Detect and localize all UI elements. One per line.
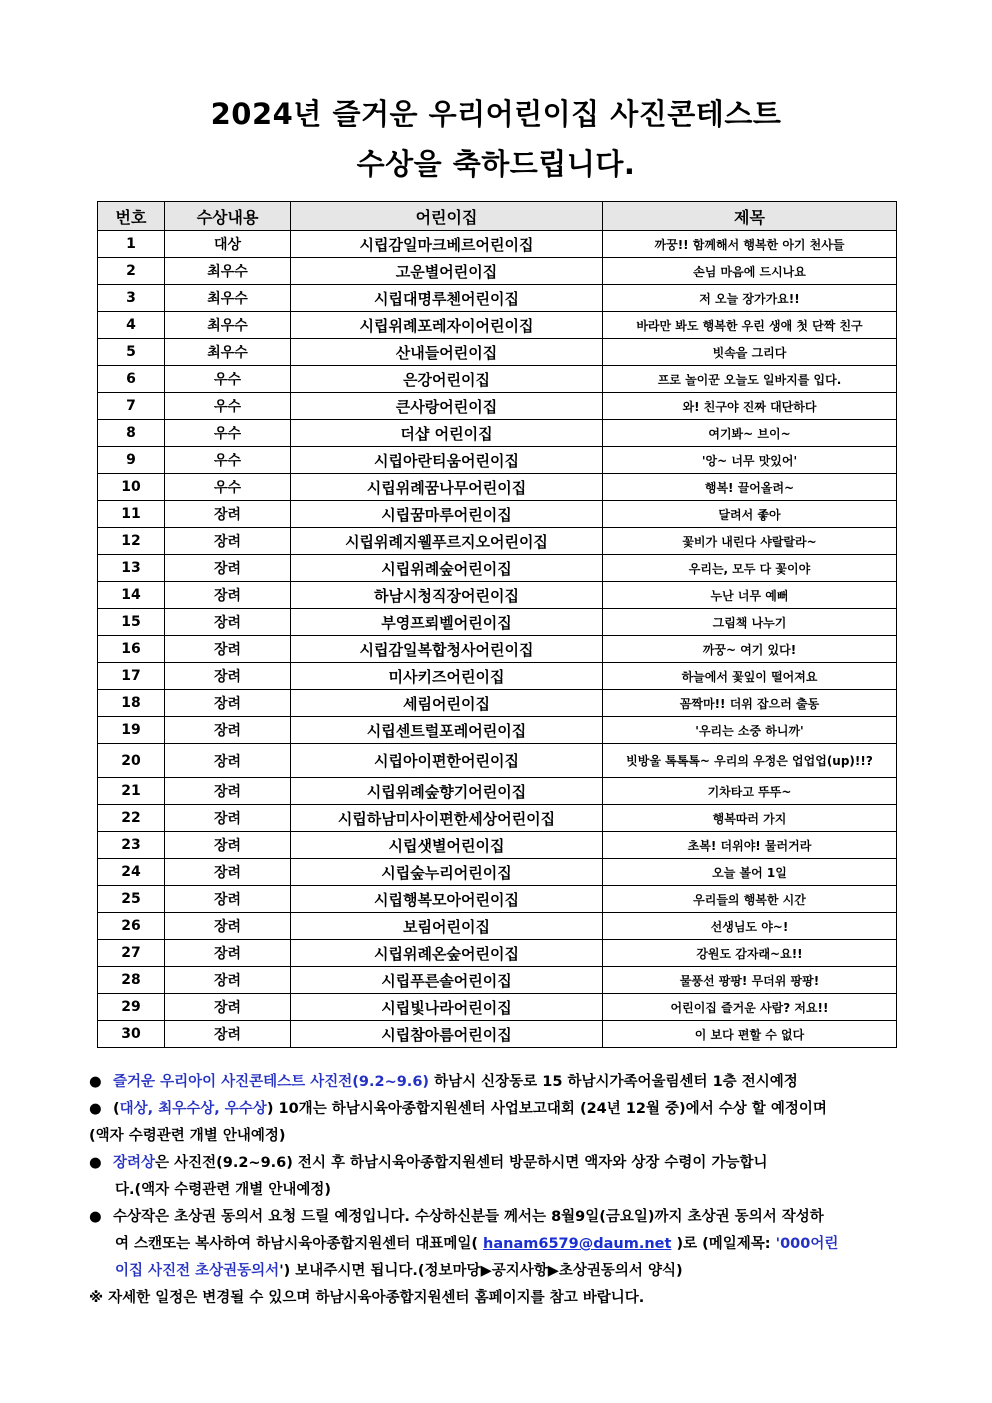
row-center: 시립아이편한어린이집 bbox=[291, 744, 603, 778]
header-prize: 수상내용 bbox=[165, 202, 291, 231]
note-text: ) 10개는 하남시육아종합지원센터 사업보고대회 (24년 12월 중)에서 수상 할 예정이며 bbox=[266, 1101, 827, 1117]
row-center: 부영프뢰벨어린이집 bbox=[291, 609, 603, 636]
bullet-icon: ● bbox=[89, 1155, 102, 1171]
row-work: 강원도 감자래~요!! bbox=[603, 940, 897, 967]
table-row bbox=[98, 744, 897, 778]
row-center: 시립행복모아어린이집 bbox=[291, 886, 603, 913]
row-prize: 장려 bbox=[165, 859, 291, 886]
row-center: 시립아란티움어린이집 bbox=[291, 447, 603, 474]
bullet-icon: ● bbox=[89, 1074, 102, 1090]
table-row bbox=[98, 778, 897, 805]
page-subtitle: 수상을 축하드립니다. bbox=[356, 147, 636, 181]
row-center: 시립참아름어린이집 bbox=[291, 1021, 603, 1048]
row-prize: 장려 bbox=[165, 967, 291, 994]
table-row bbox=[98, 501, 897, 528]
row-prize: 장려 bbox=[165, 663, 291, 690]
note-highlight: '000어린 bbox=[775, 1236, 839, 1252]
row-center: 시립감일마크베르어린이집 bbox=[291, 231, 603, 258]
header-no: 번호 bbox=[98, 202, 165, 231]
table-row bbox=[98, 832, 897, 859]
row-center: 고운별어린이집 bbox=[291, 258, 603, 285]
table-row bbox=[98, 717, 897, 744]
table-row bbox=[98, 805, 897, 832]
row-work: 오늘 볼어 1일 bbox=[603, 859, 897, 886]
note-highlight: 장려상 bbox=[113, 1155, 156, 1171]
row-prize: 최우수 bbox=[165, 258, 291, 285]
row-prize: 장려 bbox=[165, 778, 291, 805]
header-center: 어린이집 bbox=[291, 202, 603, 231]
row-work: 행복! 끌어올려~ bbox=[603, 474, 897, 501]
row-center: 시립하남미사이편한세상어린이집 bbox=[291, 805, 603, 832]
table-header-row bbox=[98, 202, 897, 231]
row-number: 5 bbox=[98, 339, 165, 366]
note-text: 수상작은 초상권 동의서 요청 드릴 예정입니다. 수상하신분들 께서는 8월9일(금요일)까지 초상권 동의서 작성하 bbox=[113, 1209, 824, 1225]
row-prize: 장려 bbox=[165, 501, 291, 528]
row-prize: 장려 bbox=[165, 609, 291, 636]
table-row bbox=[98, 285, 897, 312]
row-work: 기차타고 뚜뚜~ bbox=[603, 778, 897, 805]
note-text: ') 보내주시면 됩니다.(정보마당▶공지사항▶초상권동의서 양식) bbox=[279, 1263, 683, 1279]
row-work: 까꿍~ 여기 있다! bbox=[603, 636, 897, 663]
row-work: 그림책 나누기 bbox=[603, 609, 897, 636]
row-center: 시립빛나라어린이집 bbox=[291, 994, 603, 1021]
row-number: 13 bbox=[98, 555, 165, 582]
row-prize: 최우수 bbox=[165, 312, 291, 339]
notes-section bbox=[89, 1069, 899, 1312]
row-work: 초복! 더위야! 물러거라 bbox=[603, 832, 897, 859]
row-center: 보림어린이집 bbox=[291, 913, 603, 940]
table-row bbox=[98, 859, 897, 886]
table-row bbox=[98, 528, 897, 555]
row-center: 시립위례온숲어린이집 bbox=[291, 940, 603, 967]
row-prize: 장려 bbox=[165, 555, 291, 582]
row-number: 15 bbox=[98, 609, 165, 636]
row-work: 이 보다 편할 수 없다 bbox=[603, 1021, 897, 1048]
row-number: 21 bbox=[98, 778, 165, 805]
row-work: 달려서 좋아 bbox=[603, 501, 897, 528]
row-number: 29 bbox=[98, 994, 165, 1021]
row-number: 6 bbox=[98, 366, 165, 393]
table-row bbox=[98, 231, 897, 258]
note-highlight: 이집 사진전 초상권동의서 bbox=[115, 1263, 280, 1279]
row-number: 23 bbox=[98, 832, 165, 859]
page-title: 2024년 즐거운 우리어린이집 사진콘테스트 bbox=[210, 97, 782, 131]
row-number: 25 bbox=[98, 886, 165, 913]
row-work: 하늘에서 꽃잎이 떨어져요 bbox=[603, 663, 897, 690]
table-row bbox=[98, 366, 897, 393]
table-row bbox=[98, 994, 897, 1021]
row-prize: 장려 bbox=[165, 744, 291, 778]
row-number: 30 bbox=[98, 1021, 165, 1048]
row-work: 어린이집 즐거운 사람? 저요!! bbox=[603, 994, 897, 1021]
table-row bbox=[98, 913, 897, 940]
table-row bbox=[98, 886, 897, 913]
row-work: 물풍선 팡팡! 무더위 팡팡! bbox=[603, 967, 897, 994]
row-work: 우리는, 모두 다 꽃이야 bbox=[603, 555, 897, 582]
row-number: 20 bbox=[98, 744, 165, 778]
email-link[interactable]: hanam6579@daum.net bbox=[483, 1236, 672, 1252]
row-center: 하남시청직장어린이집 bbox=[291, 582, 603, 609]
row-prize: 장려 bbox=[165, 940, 291, 967]
row-prize: 장려 bbox=[165, 913, 291, 940]
row-prize: 우수 bbox=[165, 420, 291, 447]
row-number: 12 bbox=[98, 528, 165, 555]
row-center: 시립푸른솔어린이집 bbox=[291, 967, 603, 994]
row-work: 까꿍!! 함께해서 행복한 아기 천사들 bbox=[603, 231, 897, 258]
note-encouragement bbox=[89, 1150, 899, 1177]
row-number: 8 bbox=[98, 420, 165, 447]
row-center: 세림어린이집 bbox=[291, 690, 603, 717]
note-text: 하남시 신장동로 15 하남시가족어울림센터 1층 전시예정 bbox=[429, 1074, 798, 1090]
table-row bbox=[98, 339, 897, 366]
row-work: 우리들의 행복한 시간 bbox=[603, 886, 897, 913]
row-center: 시립위례숲향기어린이집 bbox=[291, 778, 603, 805]
row-center: 산내들어린이집 bbox=[291, 339, 603, 366]
row-center: 시립꿈마루어린이집 bbox=[291, 501, 603, 528]
row-work: 여기봐~ 브이~ bbox=[603, 420, 897, 447]
table-row bbox=[98, 582, 897, 609]
note-text: )로 (메일제목: bbox=[671, 1236, 776, 1252]
row-number: 18 bbox=[98, 690, 165, 717]
row-work: 선생님도 야~! bbox=[603, 913, 897, 940]
note-main-awards-line2: (액자 수령관련 개별 안내예정) bbox=[89, 1128, 286, 1144]
table-row bbox=[98, 474, 897, 501]
note-text: 은 사진전(9.2~9.6) 전시 후 하남시육아종합지원센터 방문하시면 액자와 상장 수령이 가능합니 bbox=[155, 1155, 768, 1171]
row-number: 11 bbox=[98, 501, 165, 528]
table-row bbox=[98, 940, 897, 967]
row-center: 더샵 어린이집 bbox=[291, 420, 603, 447]
row-work: 꽃비가 내린다 샤랄랄라~ bbox=[603, 528, 897, 555]
note-encouragement-line2: 다.(액자 수령관련 개별 안내예정) bbox=[115, 1182, 331, 1198]
row-prize: 대상 bbox=[165, 231, 291, 258]
row-number: 27 bbox=[98, 940, 165, 967]
note-consent bbox=[89, 1204, 899, 1231]
table-row bbox=[98, 258, 897, 285]
row-work: 바라만 봐도 행복한 우린 생애 첫 단짝 친구 bbox=[603, 312, 897, 339]
row-work: 누난 너무 예뻐 bbox=[603, 582, 897, 609]
table-row bbox=[98, 636, 897, 663]
row-center: 시립숲누리어린이집 bbox=[291, 859, 603, 886]
table-row bbox=[98, 609, 897, 636]
row-work: 행복따러 가지 bbox=[603, 805, 897, 832]
row-number: 4 bbox=[98, 312, 165, 339]
header-work: 제목 bbox=[603, 202, 897, 231]
row-number: 14 bbox=[98, 582, 165, 609]
table-row bbox=[98, 1021, 897, 1048]
row-prize: 장려 bbox=[165, 528, 291, 555]
row-prize: 장려 bbox=[165, 636, 291, 663]
row-work: 꼼짝마!! 더위 잡으러 출동 bbox=[603, 690, 897, 717]
table-row bbox=[98, 447, 897, 474]
row-prize: 장려 bbox=[165, 805, 291, 832]
row-work: 빗속을 그리다 bbox=[603, 339, 897, 366]
row-number: 26 bbox=[98, 913, 165, 940]
row-work: 프로 놀이꾼 오늘도 일바지를 입다. bbox=[603, 366, 897, 393]
row-prize: 장려 bbox=[165, 690, 291, 717]
row-prize: 우수 bbox=[165, 474, 291, 501]
row-number: 2 bbox=[98, 258, 165, 285]
row-number: 28 bbox=[98, 967, 165, 994]
row-prize: 최우수 bbox=[165, 339, 291, 366]
row-number: 3 bbox=[98, 285, 165, 312]
row-center: 시립센트럴포레어린이집 bbox=[291, 717, 603, 744]
row-center: 시립위례포레자이어린이집 bbox=[291, 312, 603, 339]
row-work: '앙~ 너무 맛있어' bbox=[603, 447, 897, 474]
table-row bbox=[98, 393, 897, 420]
table-row bbox=[98, 663, 897, 690]
row-prize: 우수 bbox=[165, 366, 291, 393]
row-work: 빗방울 톡톡톡~ 우리의 우정은 업업업(up)!!? bbox=[603, 744, 897, 778]
row-work: '우리는 소중 하니까' bbox=[603, 717, 897, 744]
table-row bbox=[98, 690, 897, 717]
row-work: 저 오늘 장가가요!! bbox=[603, 285, 897, 312]
row-center: 큰사랑어린이집 bbox=[291, 393, 603, 420]
row-center: 시립위례지웰푸르지오어린이집 bbox=[291, 528, 603, 555]
row-prize: 장려 bbox=[165, 1021, 291, 1048]
note-main-awards bbox=[89, 1096, 899, 1123]
row-work: 손님 마음에 드시나요 bbox=[603, 258, 897, 285]
note-consent-line3 bbox=[89, 1258, 899, 1285]
row-number: 17 bbox=[98, 663, 165, 690]
table-row bbox=[98, 555, 897, 582]
row-center: 미사키즈어린이집 bbox=[291, 663, 603, 690]
row-work: 와! 친구야 진짜 대단하다 bbox=[603, 393, 897, 420]
bullet-icon: ● bbox=[89, 1101, 102, 1117]
row-prize: 장려 bbox=[165, 994, 291, 1021]
row-center: 시립감일복합청사어린이집 bbox=[291, 636, 603, 663]
note-consent-line2 bbox=[89, 1231, 899, 1258]
note-text: 여 스캔또는 복사하여 하남시육아종합지원센터 대표메일( bbox=[115, 1236, 484, 1252]
row-center: 시립샛별어린이집 bbox=[291, 832, 603, 859]
row-prize: 우수 bbox=[165, 447, 291, 474]
row-number: 22 bbox=[98, 805, 165, 832]
row-number: 7 bbox=[98, 393, 165, 420]
row-number: 16 bbox=[98, 636, 165, 663]
note-disclaimer: ※ 자세한 일정은 변경될 수 있으며 하남시육아종합지원센터 홈페이지를 참고 바랍니다. bbox=[89, 1290, 645, 1306]
row-prize: 장려 bbox=[165, 886, 291, 913]
row-center: 시립위례숲어린이집 bbox=[291, 555, 603, 582]
row-number: 10 bbox=[98, 474, 165, 501]
row-center: 시립대명루첸어린이집 bbox=[291, 285, 603, 312]
row-number: 9 bbox=[98, 447, 165, 474]
bullet-icon: ● bbox=[89, 1209, 102, 1225]
note-text: ( bbox=[113, 1101, 120, 1117]
note-exhibition bbox=[89, 1069, 899, 1096]
note-highlight: 즐거운 우리아이 사진콘테스트 사진전(9.2~9.6) bbox=[113, 1074, 430, 1090]
row-prize: 장려 bbox=[165, 832, 291, 859]
table-row bbox=[98, 312, 897, 339]
table-row bbox=[98, 420, 897, 447]
note-highlight: 대상, 최우수상, 우수상 bbox=[119, 1101, 267, 1117]
row-prize: 장려 bbox=[165, 717, 291, 744]
row-center: 시립위례꿈나무어린이집 bbox=[291, 474, 603, 501]
row-number: 24 bbox=[98, 859, 165, 886]
row-prize: 우수 bbox=[165, 393, 291, 420]
row-number: 19 bbox=[98, 717, 165, 744]
row-prize: 최우수 bbox=[165, 285, 291, 312]
row-number: 1 bbox=[98, 231, 165, 258]
awards-table bbox=[97, 201, 897, 1048]
row-prize: 장려 bbox=[165, 582, 291, 609]
row-center: 은강어린이집 bbox=[291, 366, 603, 393]
table-row bbox=[98, 967, 897, 994]
